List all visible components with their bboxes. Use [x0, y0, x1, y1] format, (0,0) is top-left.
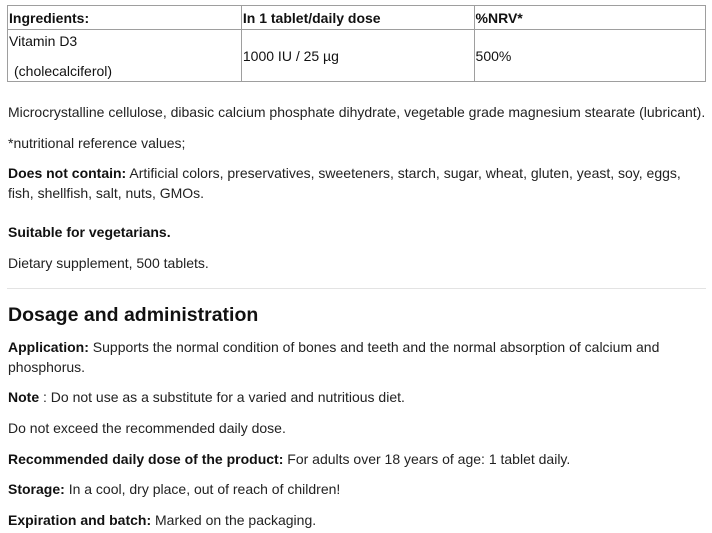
recommended-dose: [8, 449, 570, 469]
does-not-contain-label: Does not contain:: [8, 165, 127, 181]
supplement-info: Dietary supplement, 500 tablets.: [8, 255, 209, 271]
other-ingredients: Microcrystalline cellulose, dibasic calcium phosphate dihydrate, vegetable grade magnesium stearate (lubricant).: [8, 104, 706, 120]
does-not-contain: [8, 163, 698, 203]
storage-label: Storage:: [8, 481, 65, 497]
application-label: Application:: [8, 339, 89, 355]
recommended-text: For adults over 18 years of age: 1 tablet daily.: [287, 451, 571, 467]
storage-info: [8, 479, 340, 499]
does-not-contain-text: Artificial colors, preservatives, sweeteners, starch, sugar, wheat, gluten, yeast, soy, eggs, fish, shellfish, salt, nuts, GMOs.: [8, 165, 681, 201]
table-row: [8, 30, 706, 82]
application-text: Supports the normal condition of bones and teeth and the normal absorption of calcium and phosphorus.: [8, 339, 660, 375]
recommended-label: Recommended daily dose of the product:: [8, 451, 284, 467]
ingredient-cell: [8, 30, 242, 82]
section-divider: [7, 288, 706, 289]
table-header-row: [8, 6, 706, 30]
application-info: [8, 337, 698, 377]
expiration-text: Marked on the packaging.: [155, 512, 317, 528]
nrv-cell: 500%: [474, 30, 705, 82]
ingredient-alt-name: (cholecalciferol): [14, 62, 113, 79]
note-text: : Do not use as a substitute for a varied and nutritious diet.: [43, 389, 405, 405]
header-ingredients: Ingredients:: [8, 6, 242, 30]
expiration-info: [8, 510, 316, 530]
expiration-label: Expiration and batch:: [8, 512, 152, 528]
header-nrv: %NRV*: [474, 6, 705, 30]
no-exceed-warning: Do not exceed the recommended daily dose.: [8, 420, 286, 436]
ingredient-name: Vitamin D3: [9, 32, 78, 49]
storage-text: In a cool, dry place, out of reach of children!: [68, 481, 341, 497]
dosage-heading: Dosage and administration: [8, 304, 259, 326]
header-dose: In 1 tablet/daily dose: [241, 6, 474, 30]
vegetarian-note: Suitable for vegetarians.: [8, 224, 171, 240]
dose-cell: 1000 IU / 25 µg: [241, 30, 474, 82]
ingredients-table: [7, 5, 706, 82]
note-info: [8, 387, 405, 407]
nrv-note: *nutritional reference values;: [8, 135, 186, 151]
note-label: Note: [8, 389, 40, 405]
